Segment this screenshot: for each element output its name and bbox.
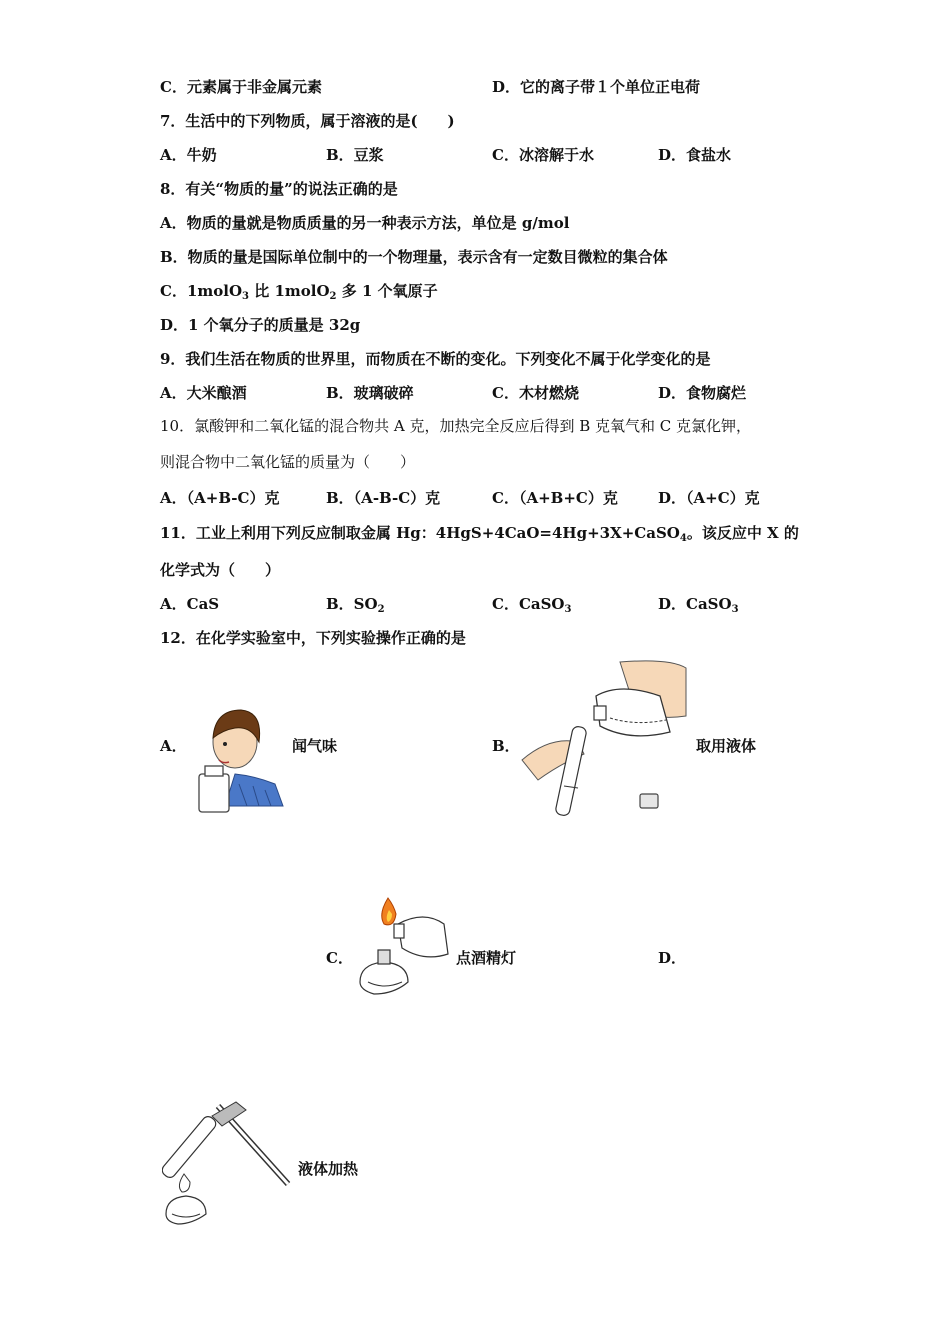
q8-option-c bbox=[160, 281, 438, 301]
q11-stem-suffix: 。该反应中 X 的 bbox=[686, 524, 799, 542]
q11-option-b bbox=[326, 594, 385, 614]
q11-c-sub: 3 bbox=[564, 604, 572, 615]
q9-option-c: C．木材燃烧 bbox=[492, 384, 579, 402]
q11-c-prefix: C．CaSO bbox=[492, 595, 565, 613]
liquid-heating-figure bbox=[162, 1094, 292, 1226]
q8-c-prefix: C．1molO bbox=[160, 282, 243, 300]
q12-option-d-label: D． bbox=[658, 949, 687, 967]
q8-option-d: D．1 个氧分子的质量是 32g bbox=[160, 316, 361, 334]
q11-d-prefix: D．CaSO bbox=[658, 595, 732, 613]
q8-c-sub1: 3 bbox=[242, 291, 249, 302]
q9-option-a: A．大米酿酒 bbox=[160, 384, 247, 402]
q9-stem: 9．我们生活在物质的世界里，而物质在不断的变化。下列变化不属于化学变化的是 bbox=[160, 350, 711, 368]
q12-option-a-label: A． bbox=[160, 737, 187, 755]
q11-option-a: A．CaS bbox=[160, 595, 220, 613]
q7-option-b: B．豆浆 bbox=[326, 146, 384, 164]
q12-stem: 12．在化学实验室中，下列实验操作正确的是 bbox=[160, 629, 466, 647]
q9-option-d: D．食物腐烂 bbox=[658, 384, 747, 402]
q11-stem-prefix: 11．工业上利用下列反应制取金属 Hg：4HgS+4CaO=4Hg+3X+CaSO bbox=[160, 524, 680, 542]
smelling-figure bbox=[195, 704, 287, 816]
q11-d-sub: 3 bbox=[731, 604, 739, 615]
q11-b-prefix: B．SO bbox=[326, 595, 378, 613]
q10-option-d: D．（A+C）克 bbox=[658, 489, 760, 507]
q10-option-a: A．（A+B-C）克 bbox=[160, 489, 280, 507]
q11-b-sub: 2 bbox=[377, 604, 385, 615]
pouring-liquid-figure bbox=[520, 656, 690, 820]
q11-option-d bbox=[658, 594, 739, 614]
q11-stem-sub: 4 bbox=[679, 533, 687, 544]
q8-c-suffix: 多 1 个氧原子 bbox=[336, 282, 438, 300]
q7-option-c: C．冰溶解于水 bbox=[492, 146, 594, 164]
q11-option-c bbox=[492, 594, 571, 614]
q10-stem-line1: 10．氯酸钾和二氧化锰的混合物共 A 克，加热完全反应后得到 B 克氧气和 C 克氯化钾， bbox=[160, 417, 752, 435]
q8-option-a: A．物质的量就是物质质量的另一种表示方法，单位是 g/mol bbox=[160, 214, 570, 232]
q9-option-b: B．玻璃破碎 bbox=[326, 384, 414, 402]
q12-option-c-label: C． bbox=[326, 949, 353, 967]
q10-stem-line2: 则混合物中二氧化锰的质量为（ ） bbox=[160, 453, 416, 471]
q12-option-c-caption: 点酒精灯 bbox=[456, 949, 517, 967]
q8-stem: 8．有关“物质的量”的说法正确的是 bbox=[160, 180, 398, 198]
q12-option-d-caption: 液体加热 bbox=[298, 1160, 359, 1178]
q7-stem: 7．生活中的下列物质，属于溶液的是( ) bbox=[160, 112, 455, 130]
q10-option-b: B．（A-B-C）克 bbox=[326, 489, 441, 507]
q12-option-a-caption: 闻气味 bbox=[292, 737, 338, 755]
q11-stem-line2: 化学式为（ ） bbox=[160, 561, 281, 579]
q6-option-d: D．它的离子带１个单位正电荷 bbox=[492, 78, 701, 96]
q11-stem-line1 bbox=[160, 523, 799, 543]
q12-option-b-label: B． bbox=[492, 737, 520, 755]
q8-option-b: B．物质的量是国际单位制中的一个物理量，表示含有一定数目微粒的集合体 bbox=[160, 248, 668, 266]
q8-c-sub2: 2 bbox=[329, 291, 337, 302]
q6-option-c: C．元素属于非金属元素 bbox=[160, 78, 322, 96]
alcohol-lamp-lighting-figure bbox=[354, 894, 452, 1004]
q7-option-d: D．食盐水 bbox=[658, 146, 732, 164]
q10-option-c: C．（A+B+C）克 bbox=[492, 489, 618, 507]
q8-c-mid: 比 1molO bbox=[249, 282, 330, 300]
q7-option-a: A．牛奶 bbox=[160, 146, 217, 164]
q12-option-b-caption: 取用液体 bbox=[696, 737, 757, 755]
